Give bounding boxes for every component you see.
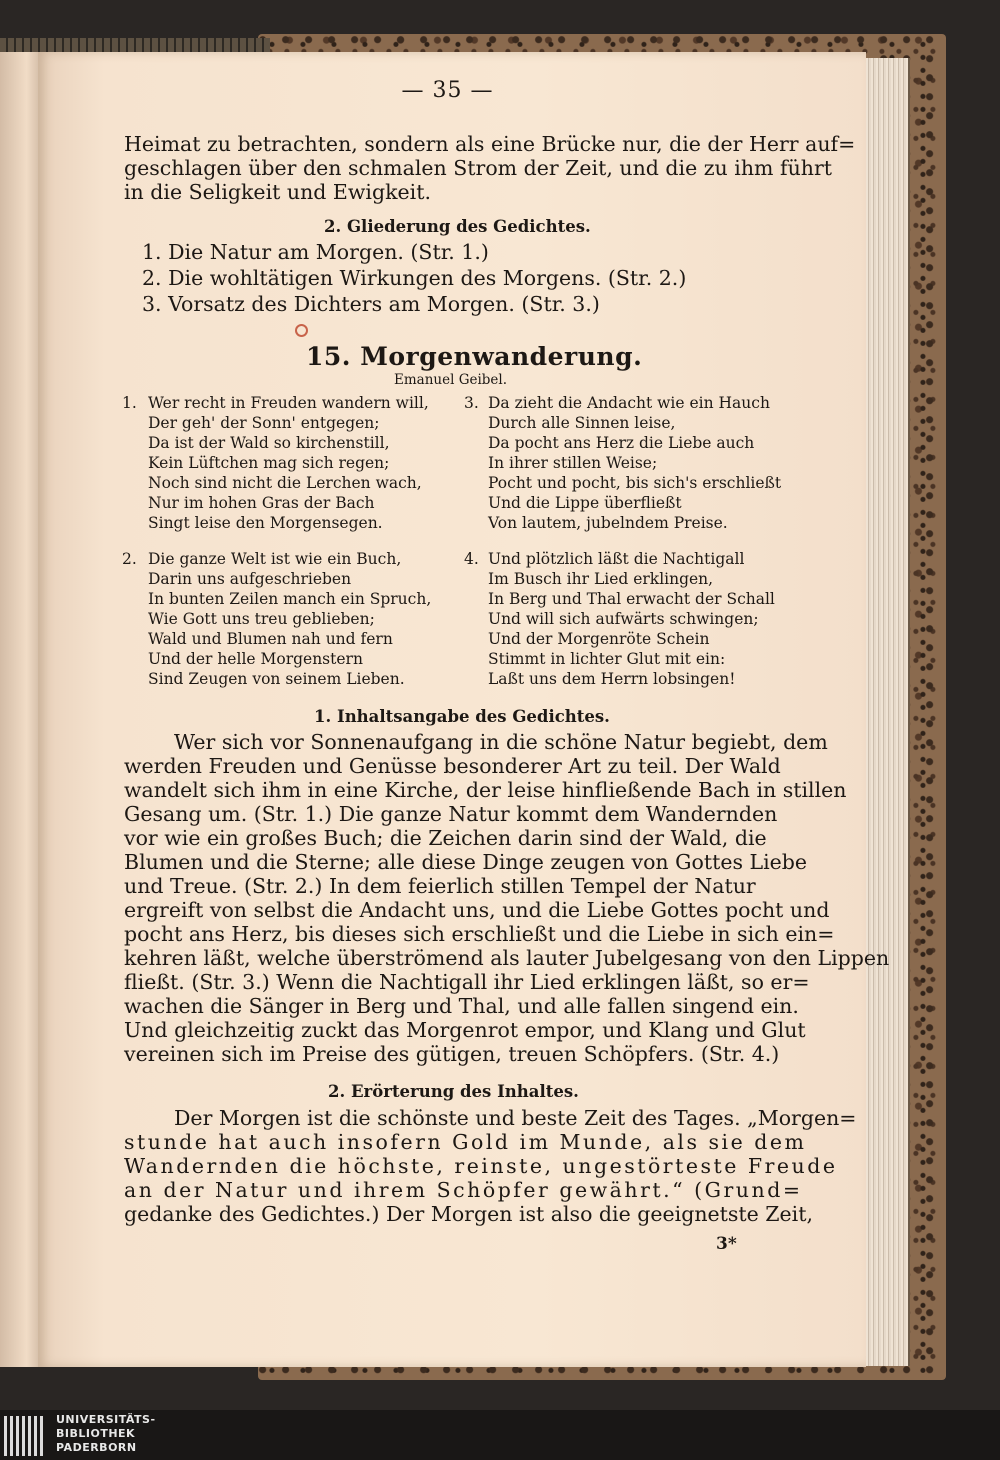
poem-line: Die ganze Welt ist wie ein Buch, — [148, 550, 402, 568]
library-name-line: UNIVERSITÄTS- — [56, 1413, 156, 1426]
poem-line: Laßt uns dem Herrn lobsingen! — [488, 670, 736, 688]
gliederung-item: 3. Vorsatz des Dichters am Morgen. (Str. 3.) — [142, 292, 600, 316]
paragraph-line: ergreift von selbst die Andacht uns, und die Liebe Gottes pocht und — [124, 898, 830, 922]
paragraph-line: fließt. (Str. 3.) Wenn die Nachtigall ihr Lied erklingen läßt, so er= — [124, 970, 810, 994]
poem-line: Kein Lüftchen mag sich regen; — [148, 454, 390, 472]
paragraph-line: vereinen sich im Preise des gütigen, treuen Schöpfers. (Str. 4.) — [124, 1042, 780, 1066]
paragraph-line: stunde hat auch insofern Gold im Munde, als sie dem — [124, 1130, 807, 1154]
paragraph-line: Gesang um. (Str. 1.) Die ganze Natur kommt dem Wandernden — [124, 802, 778, 826]
poem-line: Da pocht ans Herz die Liebe auch — [488, 434, 755, 452]
poem-line: Wer recht in Freuden wandern will, — [148, 394, 429, 412]
paragraph-line: vor wie ein großes Buch; die Zeichen darin sind der Wald, die — [124, 826, 767, 850]
poem-line: Singt leise den Morgensegen. — [148, 514, 383, 532]
paragraph-line: Blumen und die Sterne; alle diese Dinge zeugen von Gottes Liebe — [124, 850, 808, 874]
poem-line: Und will sich aufwärts schwingen; — [488, 610, 759, 628]
poem-line: Und der helle Morgenstern — [148, 650, 363, 668]
paragraph-line: Der Morgen ist die schönste und beste Zeit des Tages. „Morgen= — [174, 1106, 857, 1130]
inhaltsangabe-heading: 1. Inhaltsangabe des Gedichtes. — [314, 707, 610, 726]
poem-line: Da zieht die Andacht wie ein Hauch — [488, 394, 770, 412]
paragraph-line: an der Natur und ihrem Schöpfer gewährt.“ (Grund= — [124, 1178, 803, 1202]
poem-line: Und die Lippe überfließt — [488, 494, 682, 512]
paragraph-line: gedanke des Gedichtes.) Der Morgen ist also die geeignetste Zeit, — [124, 1202, 813, 1226]
poem-line: Wald und Blumen nah und fern — [148, 630, 393, 648]
poem-line: Sind Zeugen von seinem Lieben. — [148, 670, 405, 688]
eroerterung-heading: 2. Erörterung des Inhaltes. — [328, 1082, 579, 1101]
stanza-number: 1. — [122, 394, 137, 412]
poem-line: Noch sind nicht die Lerchen wach, — [148, 474, 422, 492]
paragraph-line: Und gleichzeitig zuckt das Morgenrot empor, und Klang und Glut — [124, 1018, 806, 1042]
library-name — [56, 1413, 156, 1455]
poem-line: Da ist der Wald so kirchenstill, — [148, 434, 390, 452]
ink-mark — [295, 324, 308, 337]
poem-line: In bunten Zeilen manch ein Spruch, — [148, 590, 432, 608]
intro-line: geschlagen über den schmalen Strom der Zeit, und die zu ihm führt — [124, 156, 833, 180]
stanza-number: 3. — [464, 394, 479, 412]
poem-line: Und der Morgenröte Schein — [488, 630, 710, 648]
library-name-line: PADERBORN — [56, 1441, 137, 1454]
poem-line: Von lautem, jubelndem Preise. — [488, 514, 728, 532]
stanza-number: 4. — [464, 550, 479, 568]
book-spine — [0, 38, 270, 52]
poem-line: Stimmt in lichter Glut mit ein: — [488, 650, 726, 668]
paragraph-line: und Treue. (Str. 2.) In dem feierlich stillen Tempel der Natur — [124, 874, 756, 898]
poem-line: Und plötzlich läßt die Nachtigall — [488, 550, 745, 568]
gliederung-item: 2. Die wohltätigen Wirkungen des Morgens. (Str. 2.) — [142, 266, 687, 290]
left-page-edge — [0, 52, 38, 1367]
poem-line: In Berg und Thal erwacht der Schall — [488, 590, 775, 608]
poem-line: Der geh' der Sonn' entgegen; — [148, 414, 380, 432]
intro-line: Heimat zu betrachten, sondern als eine Brücke nur, die der Herr auf= — [124, 132, 856, 156]
poem-line: Darin uns aufgeschrieben — [148, 570, 352, 588]
poem-line: Wie Gott uns treu geblieben; — [148, 610, 375, 628]
stanza-number: 2. — [122, 550, 137, 568]
gliederung-item: 1. Die Natur am Morgen. (Str. 1.) — [142, 240, 489, 264]
poem-line: Im Busch ihr Lied erklingen, — [488, 570, 714, 588]
paragraph-line: wachen die Sänger in Berg und Thal, und alle fallen singend ein. — [124, 994, 799, 1018]
poem-line: In ihrer stillen Weise; — [488, 454, 658, 472]
paragraph-line: werden Freuden und Genüsse besonderer Art zu teil. Der Wald — [124, 754, 781, 778]
paragraph-line: pocht ans Herz, bis dieses sich erschließt und die Liebe in sich ein= — [124, 922, 835, 946]
library-name-line: BIBLIOTHEK — [56, 1427, 136, 1440]
poem-line: Durch alle Sinnen leise, — [488, 414, 676, 432]
paragraph-line: Wer sich vor Sonnenaufgang in die schöne Natur begiebt, dem — [174, 730, 828, 754]
intro-line: in die Seligkeit und Ewigkeit. — [124, 180, 431, 204]
page-number: — 35 — — [401, 78, 494, 103]
paragraph-line: Wandernden die höchste, reinste, ungestörteste Freude — [124, 1154, 838, 1178]
library-footer — [0, 1410, 1000, 1460]
poem-line: Nur im hohen Gras der Bach — [148, 494, 375, 512]
poem-title: 15. Morgenwanderung. — [306, 342, 643, 371]
page-edges — [866, 58, 910, 1366]
signature-mark: 3* — [716, 1234, 737, 1254]
poem-line: Pocht und pocht, bis sich's erschließt — [488, 474, 782, 492]
poem-author: Emanuel Geibel. — [394, 372, 508, 388]
gliederung-heading: 2. Gliederung des Gedichtes. — [324, 217, 591, 236]
paragraph-line: wandelt sich ihm in eine Kirche, der leise hinfließende Bach in stillen — [124, 778, 847, 802]
library-logo-icon — [4, 1416, 46, 1456]
paragraph-line: kehren läßt, welche überströmend als lauter Jubelgesang von den Lippen — [124, 946, 890, 970]
